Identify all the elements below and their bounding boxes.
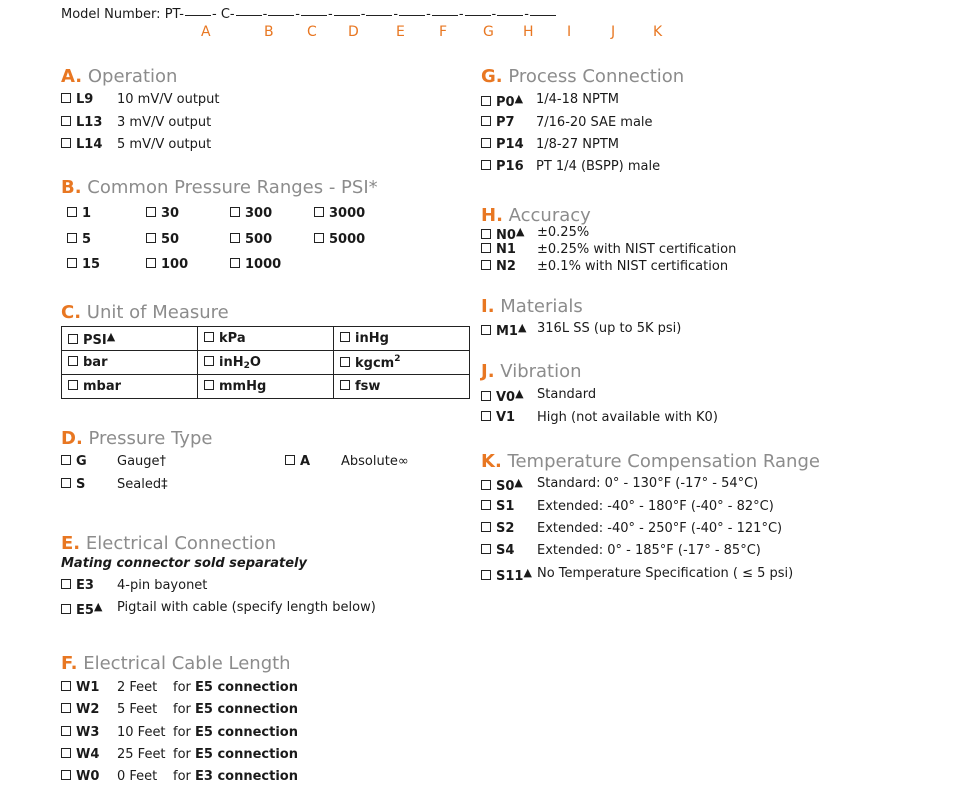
unit-subscript: 2	[243, 360, 250, 371]
checkbox-icon[interactable]	[230, 233, 240, 243]
option-code: A	[300, 454, 311, 469]
checkbox-icon[interactable]	[314, 207, 324, 217]
checkbox-icon[interactable]	[67, 233, 77, 243]
option-desc: Gauge†	[117, 454, 167, 469]
option-row[interactable]	[481, 476, 523, 494]
section-letter: K.	[481, 451, 502, 472]
option-row[interactable]	[61, 600, 102, 618]
unit-option[interactable]	[334, 327, 470, 351]
unit-option[interactable]	[62, 375, 198, 399]
section-e-title	[61, 533, 276, 554]
cable-length: 10 Feet	[117, 725, 166, 740]
option-row[interactable]	[61, 92, 93, 107]
blank-e[interactable]	[334, 14, 360, 16]
option-row[interactable]	[61, 725, 99, 740]
checkbox-icon[interactable]	[204, 332, 214, 342]
option-desc: High (not available with K0)	[537, 410, 718, 425]
section-title-text: Common Pressure Ranges - PSI*	[87, 177, 378, 198]
unit-label: kPa	[219, 331, 246, 346]
option-desc: 10 mV/V output	[117, 92, 220, 107]
blank-c[interactable]	[268, 14, 294, 16]
option-desc: No Temperature Specification ( ≤ 5 psi)	[537, 566, 794, 581]
section-title-text: Materials	[500, 296, 583, 317]
option-desc: Sealed‡	[117, 477, 168, 492]
section-g-title	[481, 66, 684, 87]
default-triangle-icon: ▲	[517, 321, 527, 334]
section-title-text: Process Connection	[508, 66, 685, 87]
default-triangle-icon: ▲	[106, 329, 116, 343]
checkbox-icon[interactable]	[481, 522, 491, 532]
section-i-title	[481, 296, 583, 317]
model-number-label: Model Number:	[61, 7, 161, 22]
option-code: P16	[496, 159, 524, 174]
connection-type: E5 connection	[195, 725, 298, 740]
section-letter: J.	[481, 361, 495, 382]
option-code: W0	[76, 769, 100, 784]
default-triangle-icon: ▲	[93, 600, 103, 613]
section-letter: F.	[61, 653, 78, 674]
range-option[interactable]	[146, 232, 179, 247]
checkbox-icon[interactable]	[61, 138, 71, 148]
unit-label: mbar	[83, 379, 122, 394]
range-option[interactable]	[146, 257, 188, 272]
for-text: for	[173, 769, 191, 784]
connection-type: E5 connection	[195, 702, 298, 717]
section-c-title	[61, 302, 229, 323]
letter-j: J	[611, 24, 616, 40]
unit-label: bar	[83, 355, 108, 370]
checkbox-icon[interactable]	[61, 116, 71, 126]
option-row[interactable]	[481, 521, 514, 536]
unit-label: inH	[219, 354, 244, 370]
option-row[interactable]	[61, 680, 99, 695]
checkbox-icon[interactable]	[61, 770, 71, 780]
option-row[interactable]	[481, 242, 516, 257]
range-value: 15	[82, 257, 101, 272]
option-row[interactable]	[481, 410, 515, 425]
range-value: 5	[82, 232, 92, 247]
blank-a[interactable]	[185, 14, 211, 16]
dash: -	[262, 7, 268, 22]
option-code: S2	[496, 521, 515, 536]
unit-label: fsw	[355, 379, 381, 394]
option-code: W3	[76, 725, 100, 740]
option-desc: ±0.1% with NIST certification	[537, 259, 729, 274]
blank-g[interactable]	[399, 14, 425, 16]
checkbox-icon[interactable]	[481, 138, 491, 148]
unit-label: mmHg	[219, 379, 267, 394]
letter-c: C	[307, 24, 317, 40]
section-title-text: Temperature Compensation Range	[507, 451, 820, 472]
checkbox-icon[interactable]	[481, 325, 491, 335]
range-value: 3000	[329, 206, 366, 221]
checkbox-icon[interactable]	[61, 748, 71, 758]
checkbox-icon[interactable]	[481, 544, 491, 554]
unit-option[interactable]	[198, 351, 334, 375]
range-value: 1000	[245, 257, 282, 272]
option-code: L9	[76, 92, 94, 107]
checkbox-icon[interactable]	[481, 243, 491, 253]
checkbox-icon[interactable]	[285, 455, 295, 465]
option-code: L13	[76, 115, 103, 130]
option-desc: 7/16-20 SAE male	[536, 115, 653, 130]
checkbox-icon[interactable]	[61, 93, 71, 103]
checkbox-icon[interactable]	[61, 579, 71, 589]
section-title-text: Unit of Measure	[86, 302, 229, 323]
model-prefix: PT-	[164, 7, 184, 22]
section-f-title	[61, 653, 291, 674]
option-desc: 4-pin bayonet	[117, 578, 208, 593]
unit-label: PSI	[83, 332, 107, 348]
letter-i: I	[567, 24, 572, 40]
unit-option[interactable]	[198, 375, 334, 399]
checkbox-icon[interactable]	[481, 260, 491, 270]
unit-option[interactable]	[62, 327, 198, 351]
checkbox-icon[interactable]	[68, 380, 78, 390]
letter-k: K	[653, 24, 663, 40]
cable-length: 2 Feet	[117, 680, 158, 695]
checkbox-icon[interactable]	[340, 357, 350, 367]
unit-option[interactable]	[62, 351, 198, 375]
unit-label: inHg	[355, 331, 389, 346]
blank-j[interactable]	[497, 14, 523, 16]
option-desc: 316L SS (up to 5K psi)	[537, 321, 682, 336]
option-row[interactable]	[481, 159, 524, 174]
option-desc: Extended: 0° - 185°F (-17° - 85°C)	[537, 543, 761, 558]
option-desc: Standard	[537, 387, 597, 402]
option-code: S11	[496, 569, 524, 584]
blank-k[interactable]	[530, 14, 556, 16]
for-text: for	[173, 747, 191, 762]
option-code: P14	[496, 137, 524, 152]
option-code: E3	[76, 578, 94, 593]
section-letter: D.	[61, 428, 83, 449]
section-note: Mating connector sold separately	[61, 556, 307, 571]
unit-option[interactable]	[334, 375, 470, 399]
unit-label: kgcm	[355, 356, 395, 371]
cable-for	[173, 702, 298, 717]
range-option[interactable]	[314, 206, 365, 221]
section-letter: A.	[61, 66, 83, 87]
section-title-text: Electrical Connection	[85, 533, 277, 554]
option-code: L14	[76, 137, 103, 152]
cable-length: 0 Feet	[117, 769, 158, 784]
range-option[interactable]	[314, 232, 365, 247]
option-desc: Pigtail with cable (specify length below)	[117, 600, 376, 615]
option-code: W4	[76, 747, 100, 762]
dash: -	[328, 7, 333, 22]
option-desc: Extended: -40° - 250°F (-40° - 121°C)	[537, 521, 783, 536]
default-triangle-icon: ▲	[514, 92, 524, 105]
checkbox-icon[interactable]	[230, 207, 240, 217]
dash: -	[426, 7, 431, 22]
letter-h: H	[523, 24, 534, 40]
section-letter: E.	[61, 533, 81, 554]
checkbox-icon[interactable]	[204, 380, 214, 390]
dash: -	[211, 7, 217, 22]
option-desc: Standard: 0° - 130°F (-17° - 54°C)	[537, 476, 759, 491]
option-row[interactable]	[481, 259, 516, 274]
blank-b[interactable]	[236, 14, 262, 16]
range-option[interactable]	[230, 206, 272, 221]
cable-length: 5 Feet	[117, 702, 158, 717]
option-row[interactable]	[481, 115, 515, 130]
option-code: S1	[496, 499, 515, 514]
checkbox-icon[interactable]	[481, 570, 491, 580]
letter-a: A	[201, 24, 211, 40]
cable-for	[173, 747, 298, 762]
option-row[interactable]	[61, 115, 102, 130]
section-d-title	[61, 428, 212, 449]
option-row[interactable]	[481, 225, 524, 243]
dash: -	[229, 7, 235, 22]
checkbox-icon[interactable]	[146, 258, 156, 268]
section-title-text: Vibration	[500, 361, 582, 382]
checkbox-icon[interactable]	[61, 478, 71, 488]
option-row[interactable]	[481, 92, 523, 110]
range-value: 100	[161, 257, 189, 272]
option-code: N0	[496, 228, 516, 243]
option-desc: ±0.25%	[537, 225, 590, 240]
checkbox-icon[interactable]	[481, 391, 491, 401]
checkbox-icon[interactable]	[146, 233, 156, 243]
blank-i[interactable]	[465, 14, 491, 16]
checkbox-icon[interactable]	[61, 681, 71, 691]
option-row[interactable]	[61, 747, 99, 762]
option-row[interactable]	[61, 769, 99, 784]
option-row[interactable]	[61, 454, 87, 469]
dash: -	[458, 7, 464, 22]
default-triangle-icon: ▲	[515, 225, 525, 238]
checkbox-icon[interactable]	[204, 356, 214, 366]
checkbox-icon[interactable]	[67, 258, 77, 268]
unit-option[interactable]	[334, 351, 470, 375]
option-desc: 3 mV/V output	[117, 115, 212, 130]
option-code: P7	[496, 115, 515, 130]
checkbox-icon[interactable]	[340, 380, 350, 390]
default-triangle-icon: ▲	[523, 566, 532, 579]
range-option[interactable]	[230, 232, 272, 247]
option-desc: 1/4-18 NPTM	[536, 92, 620, 107]
checkbox-icon[interactable]	[61, 703, 71, 713]
cable-for	[173, 680, 298, 695]
option-desc: Absolute∞	[341, 454, 409, 469]
option-row[interactable]	[481, 137, 524, 152]
letter-d: D	[348, 24, 359, 40]
blank-f[interactable]	[366, 14, 392, 16]
checkbox-icon[interactable]	[146, 207, 156, 217]
option-code: N1	[496, 242, 516, 257]
option-code: S	[76, 477, 86, 492]
checkbox-icon[interactable]	[481, 160, 491, 170]
option-desc: PT 1/4 (BSPP) male	[536, 159, 661, 174]
range-value: 500	[245, 232, 273, 247]
cable-for	[173, 725, 298, 740]
range-option[interactable]	[67, 232, 91, 247]
option-desc: ±0.25% with NIST certification	[537, 242, 737, 257]
option-code: G	[76, 454, 87, 469]
range-option[interactable]	[146, 206, 179, 221]
section-letter: H.	[481, 205, 503, 226]
for-text: for	[173, 680, 191, 695]
unit-table	[61, 326, 470, 399]
option-desc: 1/8-27 NPTM	[536, 137, 620, 152]
section-letter: I.	[481, 296, 495, 317]
option-row[interactable]	[61, 477, 85, 492]
checkbox-icon[interactable]	[61, 455, 71, 465]
option-code: N2	[496, 259, 516, 274]
section-letter: C.	[61, 302, 82, 323]
range-option[interactable]	[67, 206, 91, 221]
checkbox-icon[interactable]	[481, 116, 491, 126]
default-triangle-icon: ▲	[515, 387, 524, 400]
option-row[interactable]	[285, 454, 310, 469]
connection-type: E3 connection	[195, 769, 298, 784]
dash: -	[491, 7, 497, 22]
range-value: 50	[161, 232, 180, 247]
option-row[interactable]	[61, 702, 99, 717]
section-title-text: Electrical Cable Length	[83, 653, 291, 674]
option-code: W2	[76, 702, 100, 717]
checkbox-icon[interactable]	[68, 356, 78, 366]
for-text: for	[173, 702, 191, 717]
option-code: W1	[76, 680, 100, 695]
letter-g: G	[483, 24, 494, 40]
option-code: M1	[496, 324, 518, 339]
range-value: 30	[161, 206, 180, 221]
option-row[interactable]	[481, 499, 514, 514]
blank-h[interactable]	[432, 14, 458, 16]
checkbox-icon[interactable]	[68, 334, 78, 344]
checkbox-icon[interactable]	[481, 480, 491, 490]
checkbox-icon[interactable]	[61, 726, 71, 736]
cable-for	[173, 769, 298, 784]
section-title-text: Accuracy	[508, 205, 591, 226]
range-value: 5000	[329, 232, 366, 247]
checkbox-icon[interactable]	[230, 258, 240, 268]
section-k-title	[481, 451, 820, 472]
letter-e: E	[396, 24, 405, 40]
option-row[interactable]	[481, 543, 514, 558]
option-row[interactable]	[61, 578, 94, 593]
checkbox-icon[interactable]	[481, 96, 491, 106]
checkbox-icon[interactable]	[61, 604, 71, 614]
option-code: V0	[496, 390, 516, 405]
option-row[interactable]	[481, 566, 532, 584]
letter-b: B	[264, 24, 274, 40]
model-number-line	[61, 7, 557, 22]
option-row[interactable]	[481, 321, 526, 339]
section-title-text: Operation	[87, 66, 178, 87]
section-a-title	[61, 66, 177, 87]
option-code: S0	[496, 479, 515, 494]
unit-superscript: 2	[394, 354, 401, 364]
section-b-title	[61, 177, 378, 198]
section-j-title	[481, 361, 582, 382]
dash: -	[360, 7, 366, 22]
model-fixed-c: C	[220, 7, 230, 22]
connection-type: E5 connection	[195, 747, 298, 762]
option-code: E5	[76, 603, 94, 618]
for-text: for	[173, 725, 191, 740]
checkbox-icon[interactable]	[481, 411, 491, 421]
unit-option[interactable]	[198, 327, 334, 351]
connection-type: E5 connection	[195, 680, 298, 695]
option-row[interactable]	[481, 387, 524, 405]
checkbox-icon[interactable]	[67, 207, 77, 217]
letter-f: F	[439, 24, 448, 40]
cable-length: 25 Feet	[117, 747, 166, 762]
checkbox-icon[interactable]	[481, 500, 491, 510]
unit-label: O	[249, 354, 261, 370]
dash: -	[393, 7, 399, 22]
range-value: 1	[82, 206, 92, 221]
checkbox-icon[interactable]	[340, 332, 350, 342]
section-letter: B.	[61, 177, 82, 198]
range-value: 300	[245, 206, 273, 221]
range-option[interactable]	[230, 257, 281, 272]
dash: -	[295, 7, 300, 22]
option-desc: Extended: -40° - 180°F (-40° - 82°C)	[537, 499, 774, 514]
option-row[interactable]	[61, 137, 102, 152]
checkbox-icon[interactable]	[481, 229, 491, 239]
dash: -	[524, 7, 529, 22]
section-letter: G.	[481, 66, 503, 87]
range-option[interactable]	[67, 257, 100, 272]
checkbox-icon[interactable]	[314, 233, 324, 243]
option-code: P0	[496, 95, 515, 110]
blank-d[interactable]	[301, 14, 327, 16]
default-triangle-icon: ▲	[514, 476, 523, 489]
section-title-text: Pressure Type	[88, 428, 213, 449]
option-desc: 5 mV/V output	[117, 137, 212, 152]
section-h-title	[481, 205, 591, 226]
option-code: S4	[496, 543, 515, 558]
option-code: V1	[496, 410, 516, 425]
